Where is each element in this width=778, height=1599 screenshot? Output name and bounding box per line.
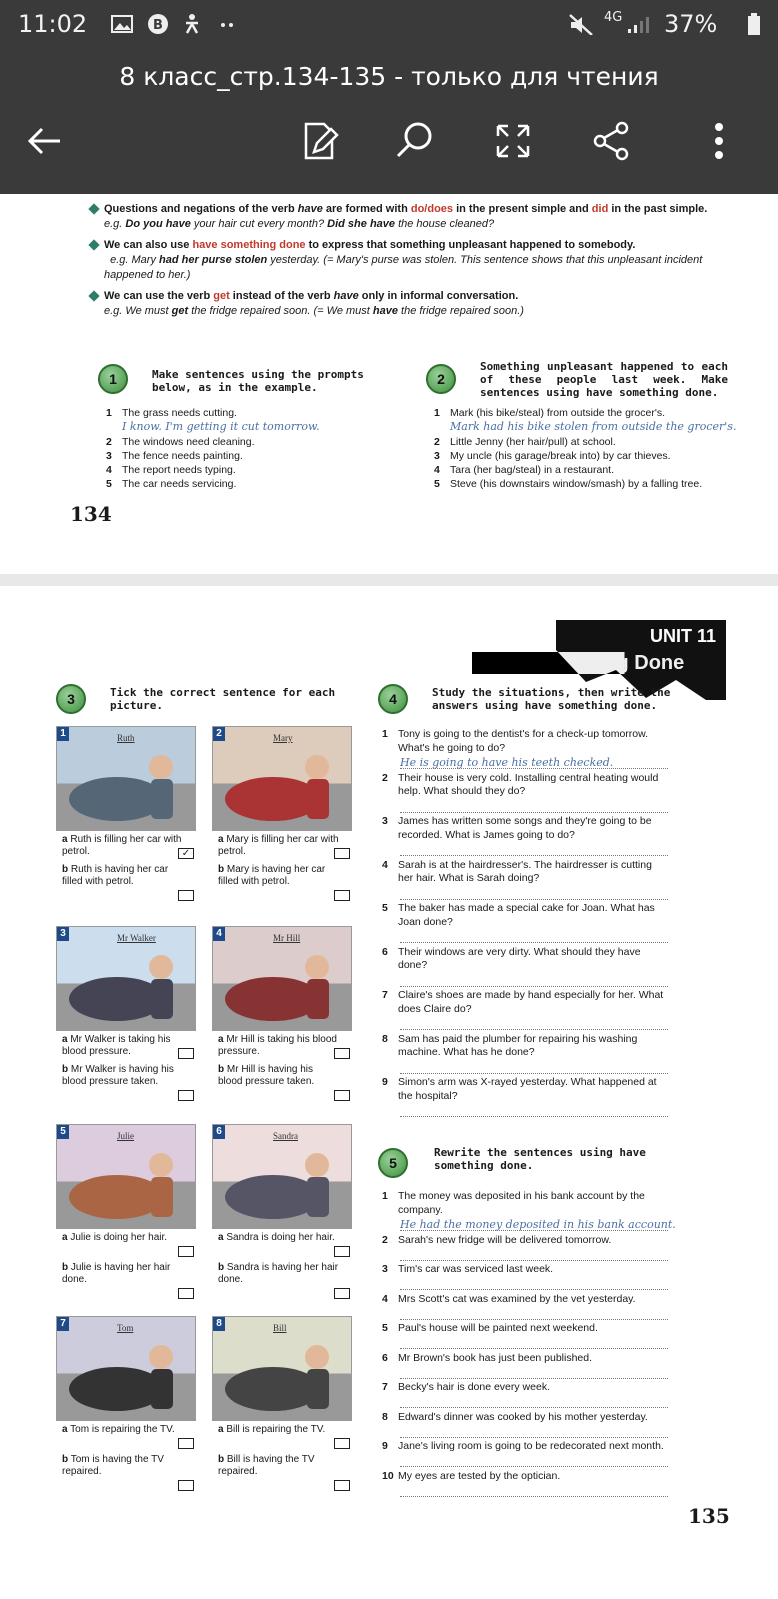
tick-box[interactable] [334,1090,350,1101]
answer-line[interactable] [400,1407,668,1408]
answer-line[interactable] [400,1437,668,1438]
option-b: b Julie is having her hair done. [62,1262,171,1285]
battery-percent: 37% [664,10,718,38]
list-item: 5 The car needs servicing. [106,478,237,490]
b-icon [146,13,170,35]
option-b: b Bill is having the TV repaired. [218,1454,315,1477]
tick-box[interactable] [334,1048,350,1059]
picture-number: 1 [57,727,69,741]
search-icon[interactable] [392,118,438,164]
list-item: 4 Tara (her bag/steal) in a restaurant. [434,464,615,476]
answer-line[interactable] [400,1116,668,1117]
answer-line[interactable] [400,812,668,813]
answer-line[interactable] [400,1230,668,1231]
answer-line[interactable] [400,1378,668,1379]
network-type: 4G [604,10,623,25]
share-icon[interactable] [588,118,634,164]
option-b: b Tom is having the TV repaired. [62,1454,164,1477]
back-arrow-icon[interactable] [22,118,68,164]
picture-number: 3 [57,927,69,941]
option-b: b Mr Walker is having his blood pressure taken. [62,1064,174,1087]
tick-box[interactable] [178,1048,194,1059]
page-135: UNIT 11 Have Something Done 3 Tick the correct sentence for each picture. 1 Ruth a Ruth is filling her car with petrol. ✓ b Ruth is having her car filled with petrol. 2 Mary a Mary is filling her car with petrol. b Mary is having her car filled with petrol. 3 Mr Walker a Mr Walker is taking his blood pressure. b Mr Walker is having his blood pressure taken. 4 Mr Hill a Mr Hill is taking his blood pressure. b Mr Hill is having his blood pressure taken. 5 Julie a Julie is doing her hair. b Julie is having her hair done. 6 Sandra a Sandra is doing her hair. b Sandra is having her hair done. 7 Tom a Tom is repairing the TV. b Tom is having the TV repaired. 8 Bill a Bill is repairing the TV. b Bill is having the TV repaired. 4 Study the situations, then write the answers using have something done. 1 Tony is going to the dentist's for a check-up tomorrow. What's he going to do? He is going to have his teeth checked. 2 Their house is very cold. Installing central heating would help. What should they do? 3 James has written some songs and they're going to be recorded. What is James going to do? 4 Sarah is at the hairdresser's. The hairdresser is cutting her hair. What is Sarah doing? 5 The baker has made a special cake for Joan. What has Joan done? 6 Their windows are very dirty. What should they have done? 7 Claire's shoes are made by hand especially for her. What does Claire do? 8 Sam has paid the plumber for repairing his washing machine. What has he done? 9 Simon's arm was X-rayed yesterday. What happened at the hospital? 5 Rewrite the sentences using have something done. 1 The money was deposited in his bank account by the company. He had the money deposited in his bank account. 2 Sarah's new fridge will be delivered tomorrow. 3 Tim's car was serviced last week. 4 Mrs Scott's cat was examined by the vet yesterday. 5 Paul's house will be painted next weekend. 6 Mr Brown's book has just been published. 7 Becky's hair is done every week. 8 Edward's dinner was cooked by his mother yesterday. 9 Jane's living room is going to be redecorated next month. 10 My eyes are tested by the optician. 135 [0,586,778,1599]
answer-line[interactable] [400,1289,668,1290]
tick-box[interactable] [334,1438,350,1449]
option-b: b Sandra is having her hair done. [218,1262,339,1285]
exercise-4-badge: 4 [378,684,408,714]
option-a: a Sandra is doing her hair. [218,1232,335,1243]
option-a: a Mary is filling her car with petrol. [218,834,339,857]
question-item: 1 Tony is going to the dentist's for a check-up tomorrow. What's he going to do? [382,728,649,754]
answer-line[interactable] [400,986,668,987]
tick-box[interactable] [178,890,194,901]
exercise-4-instruction: Study the situations, then write the answers using have something done. [432,686,671,712]
edit-icon[interactable] [298,118,344,164]
mute-icon [568,13,594,35]
list-item: 2 The windows need cleaning. [106,436,255,448]
tick-box[interactable] [334,890,350,901]
picture-person-name: Sandra [273,1131,298,1141]
accessibility-icon [180,13,204,35]
picture-2 [212,726,352,831]
document-title: 8 класс_стр.134-135 - только для чтения [119,62,659,91]
answer-line[interactable] [400,1319,668,1320]
list-item: 4 The report needs typing. [106,464,236,476]
svg-text:B: B [153,18,163,33]
answer-line[interactable] [400,855,668,856]
picture-person-name: Tom [117,1323,134,1333]
question-item: 5 The baker has made a special cake for Joan. What has Joan done? [382,902,655,928]
more-notifications-icon [216,13,240,35]
bullet-text: We can use the verb get instead of the verb have only in informal conversation. e.g. We must get the fridge repaired soon. (= We must have the fridge repaired soon.) [104,290,524,317]
picture-4 [212,926,352,1031]
picture-person-name: Julie [117,1131,134,1141]
exercise-2-instruction: Something unpleasant happened to each of these people last week. Make sentences using have something done. [480,360,728,399]
list-item: 1 The grass needs cutting. [106,407,237,419]
picture-8 [212,1316,352,1421]
picture-number: 6 [213,1125,225,1139]
example-answer: I know. I'm getting it cut tomorrow. [122,420,320,433]
tick-box[interactable] [178,1288,194,1299]
bullet-text: Questions and negations of the verb have are formed with do/does in the present simple and did in the past simple. e.g. Do you have your hair cut every month? Did she have the house cleaned? [104,203,708,230]
exercise-5-badge: 5 [378,1148,408,1178]
picture-person-name: Bill [273,1323,287,1333]
answer-line[interactable] [400,942,668,943]
page-number: 134 [70,502,112,526]
picture-number: 4 [213,927,225,941]
more-icon[interactable] [696,118,742,164]
exercise-1-badge: 1 [98,364,128,394]
option-a: a Tom is repairing the TV. [62,1424,175,1435]
answer-line[interactable] [400,1348,668,1349]
picture-number: 2 [213,727,225,741]
page-134 [0,194,778,574]
option-a: a Ruth is filling her car with petrol. [62,834,182,857]
example-answer: He is going to have his teeth checked. [400,756,614,769]
gallery-icon [110,13,134,35]
picture-person-name: Ruth [117,733,135,743]
picture-1 [56,726,196,831]
rule-bullet [104,202,724,232]
list-item: 5 Steve (his downstairs window/smash) by a falling tree. [434,478,703,490]
picture-person-name: Mary [273,733,293,743]
answer-line[interactable] [400,899,668,900]
tick-box[interactable] [178,1090,194,1101]
option-b: b Ruth is having her car filled with petrol. [62,864,169,887]
question-item: 2 Their house is very cold. Installing central heating would help. What should they do? [382,771,659,797]
fullscreen-icon[interactable] [490,118,536,164]
tick-box[interactable]: ✓ [178,848,194,859]
example-answer: He had the money deposited in his bank account. [400,1218,676,1231]
tick-box[interactable] [178,1246,194,1257]
option-a: a Mr Hill is taking his blood pressure. [218,1034,337,1057]
app-bar [0,52,778,194]
status-bar [0,0,778,52]
option-b: b Mary is having her car filled with petrol. [218,864,326,887]
list-item: 3 My uncle (his garage/break into) by car thieves. [434,450,671,462]
picture-person-name: Mr Walker [117,933,156,943]
tick-box[interactable] [334,848,350,859]
answer-line[interactable] [400,1466,668,1467]
exercise-3-instruction: Tick the correct sentence for each picture. [110,686,336,712]
answer-line[interactable] [400,768,668,769]
answer-line[interactable] [400,1029,668,1030]
list-item: 1 Mark (his bike/steal) from outside the grocer's. [434,407,665,419]
exercise-5-instruction: Rewrite the sentences using have something done. [434,1146,646,1172]
status-time: 11:02 [18,10,88,38]
tick-box[interactable] [334,1288,350,1299]
question-item: 9 Simon's arm was X-rayed yesterday. What happened at the hospital? [382,1076,657,1102]
battery-icon [746,13,762,35]
signal-icon [626,13,656,35]
question-item: 4 Sarah is at the hairdresser's. The hairdresser is cutting her hair. What is Sarah doing? [382,858,652,884]
unit-label: UNIT 11 [650,626,717,646]
option-a: a Mr Walker is taking his blood pressure. [62,1034,171,1057]
exercise-1-instruction: Make sentences using the prompts below, as in the example. [152,368,364,394]
picture-6 [212,1124,352,1229]
answer-line[interactable] [400,1073,668,1074]
page-number: 135 [688,1504,730,1528]
answer-line[interactable] [400,1496,668,1497]
list-item: 3 The fence needs painting. [106,450,243,462]
picture-person-name: Mr Hill [273,933,301,943]
rule-bullet [104,289,724,319]
example-answer: Mark had his bike stolen from outside the grocer's. [450,420,737,433]
question-item: 7 Claire's shoes are made by hand especially for her. What does Claire do? [382,989,664,1015]
page-divider [0,574,778,586]
exercise-3-badge: 3 [56,684,86,714]
tick-box[interactable] [178,1438,194,1449]
exercise-2-badge: 2 [426,364,456,394]
picture-number: 5 [57,1125,69,1139]
question-item: 3 James has written some songs and they're going to be recorded. What is James going to do? [382,815,652,841]
answer-line[interactable] [400,1260,668,1261]
picture-5 [56,1124,196,1229]
tick-box[interactable] [334,1480,350,1491]
tick-box[interactable] [334,1246,350,1257]
bullet-text: We can also use have something done to express that something unpleasant happened to somebody. e.g. Mary had her purse stolen yesterday. (= Mary's purse was stolen. This sentence shows that this unpleasant incident happened to her.) [104,239,703,281]
tick-box[interactable] [178,1480,194,1491]
picture-7 [56,1316,196,1421]
picture-number: 7 [57,1317,69,1331]
picture-number: 8 [213,1317,225,1331]
option-b: b Mr Hill is having his blood pressure taken. [218,1064,315,1087]
question-item: 6 Their windows are very dirty. What should they have done? [382,945,641,971]
option-a: a Julie is doing her hair. [62,1232,168,1243]
list-item: 2 Little Jenny (her hair/pull) at school. [434,436,616,448]
question-item: 8 Sam has paid the plumber for repairing his washing machine. What has he done? [382,1032,638,1058]
option-a: a Bill is repairing the TV. [218,1424,326,1435]
picture-3 [56,926,196,1031]
rule-bullet [104,238,724,283]
unit-title: Have Something Done [472,652,685,674]
